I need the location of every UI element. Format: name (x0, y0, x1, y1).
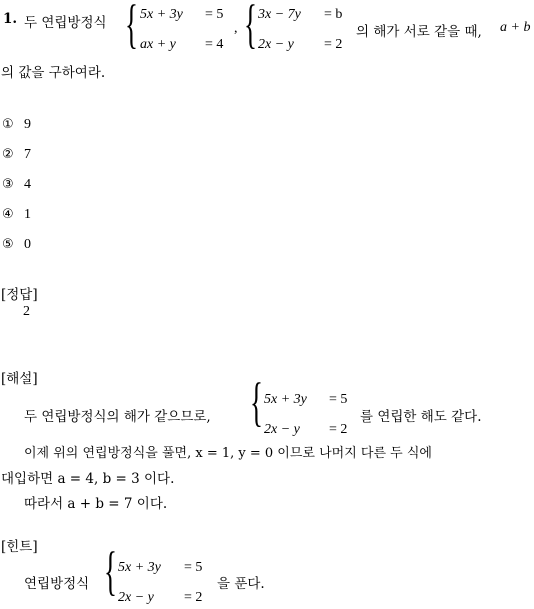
choice-1[interactable] (2, 116, 31, 133)
hint-system-row2-left: 2x − y (118, 590, 154, 605)
system-1-row2-left: ax + y (140, 37, 176, 52)
explanation-line-1b: 를 연립한 해도 같다. (360, 409, 482, 425)
choice-5-mark: ⑤ (2, 237, 14, 252)
hint-label: [힌트] (1, 539, 38, 555)
explanation-line-4: 따라서 a + b = 7 이다. (24, 496, 168, 512)
system-1-row1-left: 5x + 3y (140, 7, 183, 22)
explanation-line-3: 대입하면 a = 4, b = 3 이다. (1, 471, 175, 487)
explanation-line-1a: 두 연립방정식의 해가 같으므로, (24, 409, 211, 425)
explanation-system-row2-left: 2x − y (264, 422, 300, 437)
system-2-row1-right: = b (324, 7, 343, 22)
choice-1-value: 9 (23, 117, 31, 132)
choice-2-mark: ② (2, 147, 14, 162)
choice-4-mark: ④ (2, 207, 14, 222)
choice-4[interactable] (2, 206, 31, 223)
explanation-system-row1-right: = 5 (329, 392, 348, 407)
hint-system-row1-left: 5x + 3y (118, 560, 161, 575)
hint-text-a: 연립방정식 (24, 576, 90, 592)
hint-system-brace: { (104, 541, 117, 601)
problem-text-a: 두 연립방정식 (24, 15, 107, 31)
choice-2[interactable] (2, 146, 31, 163)
system-1-row1-right: = 5 (205, 7, 224, 22)
answer-label: [정답] (1, 287, 38, 303)
explanation-label: [해설] (1, 371, 38, 387)
system-1-brace: { (125, 0, 138, 54)
system-2-row2-left: 2x − y (258, 37, 294, 52)
problem-line-2: 의 값을 구하여라. (1, 65, 106, 81)
system-2-brace: { (244, 0, 257, 54)
explanation-system-row2-right: = 2 (329, 422, 348, 437)
explanation-system-row1-left: 5x + 3y (264, 392, 307, 407)
choice-2-value: 7 (23, 147, 31, 162)
choice-3[interactable] (2, 176, 31, 193)
hint-text-b: 을 푼다. (217, 576, 265, 592)
choice-5[interactable] (2, 236, 31, 253)
choice-3-value: 4 (23, 177, 31, 192)
problem-number: 1. (3, 11, 18, 27)
problem-expression: a + b (500, 20, 531, 35)
problem-text-b: 의 해가 서로 같을 때, (356, 24, 482, 40)
answer-value: 2 (23, 304, 30, 319)
system-separator: , (234, 21, 238, 36)
hint-system-row2-right: = 2 (184, 590, 203, 605)
hint-system-row1-right: = 5 (184, 560, 203, 575)
system-2-row1-left: 3x − 7y (258, 7, 301, 22)
choice-3-mark: ③ (2, 177, 14, 192)
system-1-row2-right: = 4 (205, 37, 224, 52)
choice-1-mark: ① (2, 117, 14, 132)
choice-4-value: 1 (23, 207, 31, 222)
explanation-system-brace: { (250, 372, 263, 432)
choice-5-value: 0 (23, 237, 31, 252)
system-2-row2-right: = 2 (324, 37, 343, 52)
explanation-line-2: 이제 위의 연립방정식을 풀면, x = 1, y = 0 이므로 나머지 다른 두 식에 (24, 446, 432, 461)
